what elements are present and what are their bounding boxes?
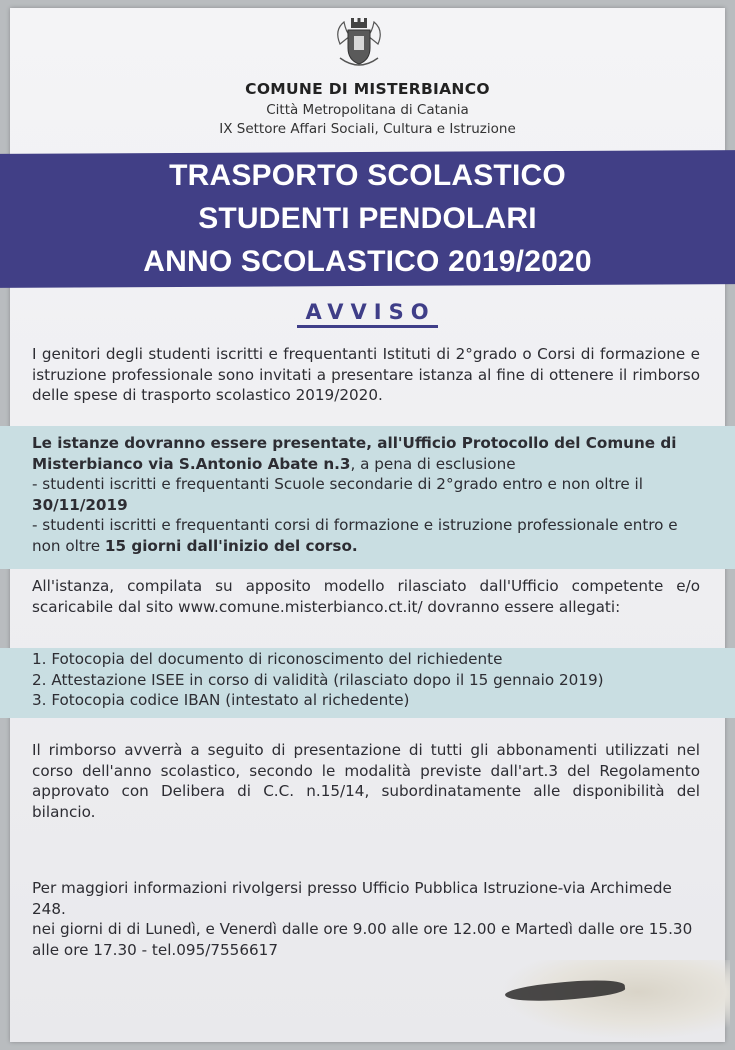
list-item: 2. Attestazione ISEE in corso di validità (rilasciato dopo il 15 gennaio 2019) (32, 670, 604, 689)
requirements-lead-tail: , a pena di esclusione (350, 454, 516, 473)
coat-of-arms-icon (332, 14, 386, 74)
metropolitan-city: Città Metropolitana di Catania (266, 102, 469, 118)
requirements-lead: Le istanze dovranno essere presentate, all'Ufficio Protocollo del Comune di Misterbianco via S.Antonio Abate n.3 (32, 434, 677, 473)
info-line-2: nei giorni di di Lunedì, e Venerdì dalle ore 9.00 alle ore 12.00 e Martedì dalle ore 15.30 alle ore 17.30 - tel.095/7556617 (32, 920, 693, 959)
sector-name: IX Settore Affari Sociali, Cultura e Istruzione (219, 121, 516, 137)
intro-paragraph: I genitori degli studenti iscritti e frequentanti Istituti di 2°grado o Corsi di formazione e istruzione professionale sono invitati a presentare istanza al fine di ottenere il rimborso delle spese di trasporto scolastico 2019/2020. (32, 345, 700, 404)
header (0, 80, 735, 139)
requirement-item-1: - studenti iscritti e frequentanti Scuole secondarie di 2°grado entro e non oltre il (32, 475, 643, 493)
list-item: 3. Fotocopia codice IBAN (intestato al richedente) (32, 691, 410, 709)
attachments-list (32, 649, 700, 711)
attachments-intro: All'istanza, compilata su apposito modello rilasciato dall'Ufficio competente e/o scaricabile dal sito www.comune.misterbianco.ct.it/ dovranno essere allegati: (32, 577, 700, 616)
info-block (32, 878, 700, 960)
info-line-1: Per maggiori informazioni rivolgersi presso Ufficio Pubblica Istruzione-via Archimede 248. (32, 879, 672, 918)
title-line-2: STUDENTI PENDOLARI (198, 202, 537, 235)
requirement-deadline-date: 30/11/2019 (32, 495, 128, 514)
requirement-item-2: - studenti iscritti e frequentanti corsi di formazione e istruzione professionale entro e non oltre (32, 516, 678, 555)
requirement-deadline-days: 15 giorni dall'inizio del corso. (104, 536, 358, 555)
title-banner-text (0, 154, 735, 283)
list-item: 1. Fotocopia del documento di riconoscimento del richiedente (32, 650, 503, 668)
title-line-1: TRASPORTO SCOLASTICO (169, 159, 566, 192)
requirements-block (32, 433, 700, 556)
notice-heading (0, 300, 735, 324)
notice-heading-text: AVVISO (297, 300, 437, 328)
municipality-name: COMUNE DI MISTERBIANCO (245, 80, 490, 98)
refund-paragraph: Il rimborso avverrà a seguito di presentazione di tutti gli abbonamenti utilizzati nel corso dell'anno scolastico, secondo le modalità previste dall'art.3 del Regolamento approvato con Delibera di C.C. n.15/14, subordinatamente alle disponibilità del bilancio. (32, 741, 700, 821)
title-line-3: ANNO SCOLASTICO 2019/2020 (143, 245, 592, 278)
